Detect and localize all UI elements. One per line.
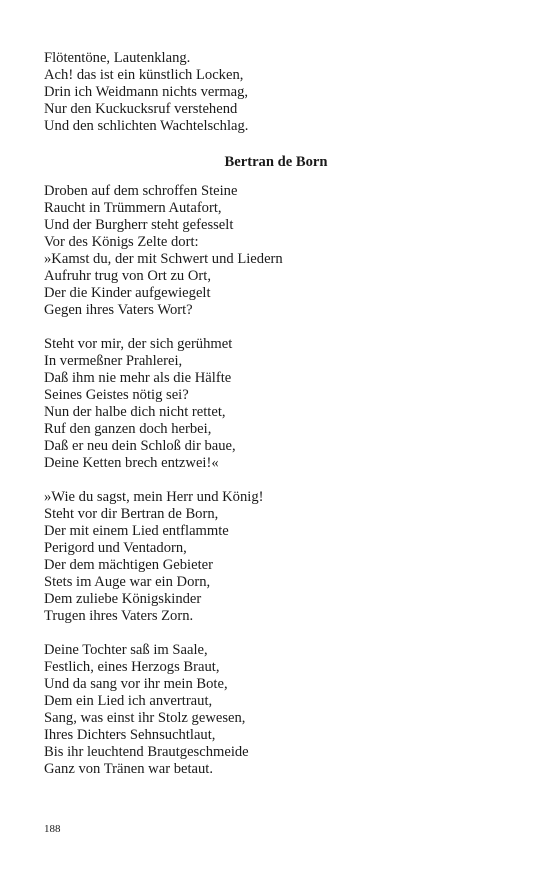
verse-line: Vor des Königs Zelte dort: <box>44 234 199 250</box>
verse-line: Ach! das ist ein künstlich Locken, <box>44 67 244 83</box>
verse-line: Flötentöne, Lautenklang. <box>44 50 191 66</box>
stanza-4 <box>44 642 508 778</box>
verse-line: Daß er neu dein Schloß dir baue, <box>44 438 236 454</box>
verse-line: Sang, was einst ihr Stolz gewesen, <box>44 710 246 726</box>
verse-line: Ruf den ganzen doch herbei, <box>44 421 212 437</box>
verse-line: Dem zuliebe Königskinder <box>44 591 202 607</box>
previous-poem-fragment <box>44 50 508 135</box>
verse-line: Der die Kinder aufgewiegelt <box>44 285 211 301</box>
verse-line: Ihres Dichters Sehnsuchtlaut, <box>44 727 216 743</box>
verse-line: Und den schlichten Wachtelschlag. <box>44 118 249 134</box>
verse-line: Deine Tochter saß im Saale, <box>44 642 208 658</box>
verse-line: Dem ein Lied ich anvertraut, <box>44 693 213 709</box>
stanza-1 <box>44 183 508 319</box>
verse-line: Und da sang vor ihr mein Bote, <box>44 676 228 692</box>
stanza-2 <box>44 336 508 472</box>
stanza-3 <box>44 489 508 625</box>
verse-line: Der dem mächtigen Gebieter <box>44 557 213 573</box>
verse-line: Gegen ihres Vaters Wort? <box>44 302 193 318</box>
verse-line: Raucht in Trümmern Autafort, <box>44 200 222 216</box>
verse-line: Nur den Kuckucksruf verstehend <box>44 101 238 117</box>
verse-line: Der mit einem Lied entflammte <box>44 523 229 539</box>
verse-line: In vermeßner Prahlerei, <box>44 353 183 369</box>
verse-line: Daß ihm nie mehr als die Hälfte <box>44 370 232 386</box>
verse-line: »Wie du sagst, mein Herr und König! <box>44 489 264 505</box>
verse-line: »Kamst du, der mit Schwert und Liedern <box>44 251 283 267</box>
verse-line: Steht vor mir, der sich gerühmet <box>44 336 233 352</box>
verse-line: Deine Ketten brech entzwei!« <box>44 455 219 471</box>
page-number: 188 <box>44 823 61 835</box>
verse-line: Seines Geistes nötig sei? <box>44 387 189 403</box>
verse-line: Trugen ihres Vaters Zorn. <box>44 608 194 624</box>
verse-line: Bis ihr leuchtend Brautgeschmeide <box>44 744 249 760</box>
verse-line: Drin ich Weidmann nichts vermag, <box>44 84 249 100</box>
verse-line: Und der Burgherr steht gefesselt <box>44 217 234 233</box>
verse-line: Steht vor dir Bertran de Born, <box>44 506 219 522</box>
poem-title: Bertran de Born <box>224 154 328 170</box>
verse-line: Festlich, eines Herzogs Braut, <box>44 659 220 675</box>
verse-line: Aufruhr trug von Ort zu Ort, <box>44 268 211 284</box>
verse-line: Ganz von Tränen war betaut. <box>44 761 214 777</box>
verse-line: Nun der halbe dich nicht rettet, <box>44 404 226 420</box>
book-page <box>44 50 508 778</box>
verse-line: Perigord und Ventadorn, <box>44 540 187 556</box>
verse-line: Droben auf dem schroffen Steine <box>44 183 238 199</box>
verse-line: Stets im Auge war ein Dorn, <box>44 574 211 590</box>
